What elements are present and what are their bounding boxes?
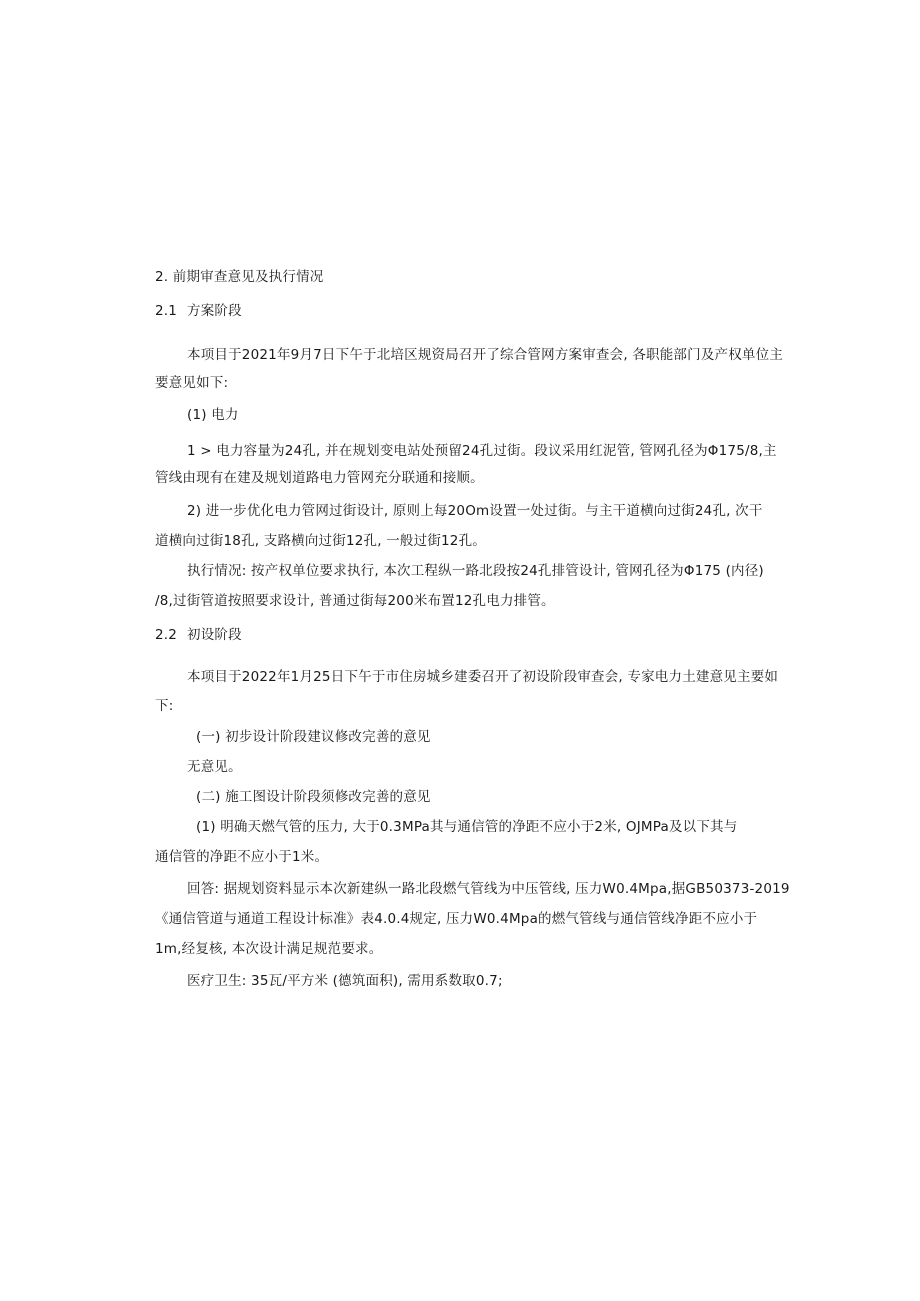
point-2-line1: 2) 进一步优化电力管网过街设计, 原则上每20Om设置一处过街。与主干道横向过街24孔, 次干: [187, 503, 763, 519]
point-1-line1: 1 > 电力容量为24孔, 并在规划变电站处预留24孔过街。段议采用红泥管, 管网孔径为Φ175/8,主: [187, 443, 777, 459]
execution-line1: 执行情况: 按产权单位要求执行, 本次工程纵一路北段按24孔排管设计, 管网孔径为Φ175 (内径): [187, 563, 764, 579]
section-2-1-title: 方案阶段: [187, 303, 242, 319]
question-1-line1: (1) 明确天燃气管的压力, 大于0.3MPa其与通信管的净距不应小于2米, OJMPa及以下其与: [196, 819, 738, 835]
paragraph-2-1-intro-line1: 本项目于2021年9月7日下午于北培区规资局召开了综合管网方案审查会, 各职能部门及产权单位主: [187, 347, 784, 363]
sub-1-body: 无意见。: [187, 759, 242, 775]
section-heading-2: 2. 前期审查意见及执行情况: [155, 269, 324, 285]
section-2-1-number: 2.1: [155, 303, 178, 319]
sub-heading-2: (二) 施工图设计阶段须修改完善的意见: [196, 789, 431, 805]
answer-1-line1: 回答: 据规划资料显示本次新建纵一路北段燃气管线为中压管线, 压力W0.4Mpa,据GB50373-2019: [187, 881, 790, 897]
medical-load-line: 医疗卫生: 35瓦/平方米 (德筑面积), 需用系数取0.7;: [187, 973, 503, 989]
section-2-2-number: 2.2: [155, 627, 178, 643]
answer-1-line3: 1m,经复核, 本次设计满足规范要求。: [155, 941, 383, 957]
item-heading-power: (1) 电力: [187, 407, 239, 423]
point-2-line2: 道横向过街18孔, 支路横向过街12孔, 一般过街12孔。: [155, 533, 486, 549]
point-1-line2: 管线由现有在建及规划道路电力管网充分联通和接顺。: [155, 470, 484, 486]
question-1-line2: 通信管的净距不应小于1米。: [155, 849, 329, 865]
sub-heading-1: (一) 初步设计阶段建议修改完善的意见: [196, 729, 431, 745]
execution-line2: /8,过街管道按照要求设计, 普通过街每200米布置12孔电力排管。: [155, 593, 555, 609]
section-2-2-title: 初设阶段: [187, 627, 242, 643]
paragraph-2-1-intro-line2: 要意见如下:: [155, 375, 229, 391]
paragraph-2-2-intro-line1: 本项目于2022年1月25日下午于市住房城乡建委召开了初设阶段审查会, 专家电力土建意见主要如: [187, 669, 779, 685]
answer-1-line2: 《通信管道与通道工程设计标准》表4.0.4规定, 压力W0.4Mpa的燃气管线与通信管线净距不应小于: [155, 911, 758, 927]
paragraph-2-2-intro-line2: 下:: [155, 698, 174, 714]
